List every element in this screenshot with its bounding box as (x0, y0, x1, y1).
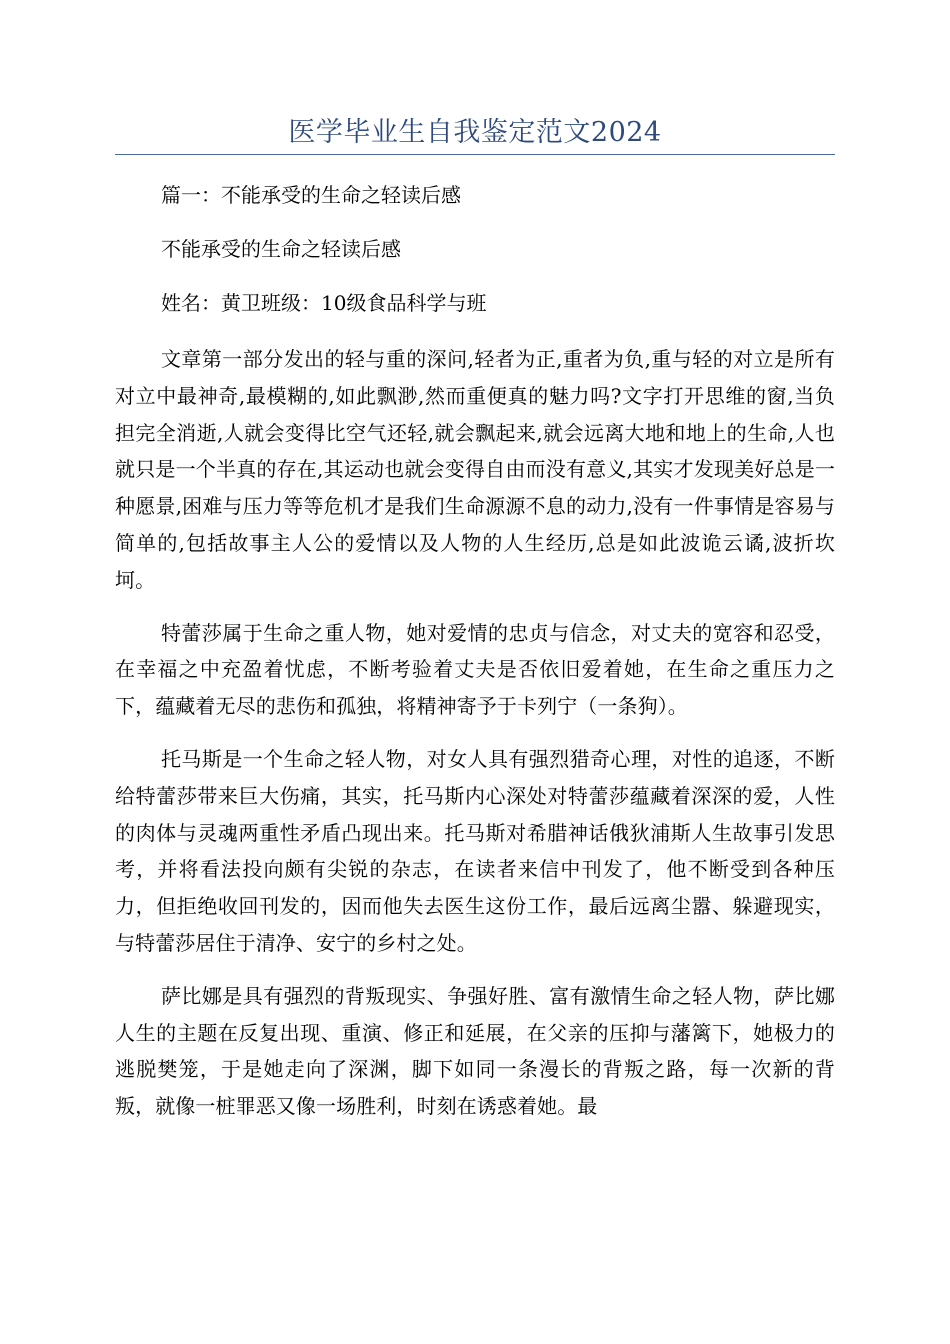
essay-title: 不能承受的生命之轻读后感 (161, 237, 401, 261)
title-divider (115, 154, 835, 155)
document-page (115, 0, 835, 1125)
author-line: 姓名：黄卫班级：10级食品科学与班 (161, 291, 487, 315)
section-heading: 篇一：不能承受的生命之轻读后感 (161, 183, 461, 207)
document-title: 医学毕业生自我鉴定范文2024 (288, 117, 662, 148)
paragraph-2: 特蕾莎属于生命之重人物，她对爱情的忠贞与信念，对丈夫的宽容和忍受，在幸福之中充盈着忧虑，不断考验着丈夫是否依旧爱着她，在生命之重压力之下，蕴藏着无尽的悲伤和孤独，将精神寄予于卡列宁（一条狗）。 (115, 620, 835, 719)
paragraph-4: 萨比娜是具有强烈的背叛现实、争强好胜、富有激情生命之轻人物，萨比娜人生的主题在反复出现、重演、修正和延展，在父亲的压抑与藩篱下，她极力的逃脱樊笼，于是她走向了深渊，脚下如同一条漫长的背叛之路，每一次新的背叛，就像一桩罪恶又像一场胜利，时刻在诱惑着她。最 (115, 983, 835, 1119)
paragraph-3: 托马斯是一个生命之轻人物，对女人具有强烈猎奇心理，对性的追逐，不断给特蕾莎带来巨大伤痛，其实，托马斯内心深处对特蕾莎蕴藏着深深的爱，人性的肉体与灵魂两重性矛盾凸现出来。托马斯对希腊神话俄狄浦斯人生故事引发思考，并将看法投向颇有尖锐的杂志，在读者来信中刊发了，他不断受到各种压力，但拒绝收回刊发的，因而他失去医生这份工作，最后远离尘嚣、躲避现实，与特蕾莎居住于清净、安宁的乡村之处。 (115, 746, 835, 955)
paragraph-1: 文章第一部分发出的轻与重的深问,轻者为正,重者为负,重与轻的对立是所有对立中最神奇,最模糊的,如此飘渺,然而重便真的魅力吗?文字打开思维的窗,当负担完全消逝,人就会变得比空气还轻,就会飘起来,就会远离大地和地上的生命,人也就只是一个半真的存在,其运动也就会变得自由而没有意义,其实才发现美好总是一种愿景,困难与压力等等危机才是我们生命源源不息的动力,没有一件事情是容易与简单的,包括故事主人公的爱情以及人物的人生经历,总是如此波诡云谲,波折坎坷。 (115, 347, 835, 592)
